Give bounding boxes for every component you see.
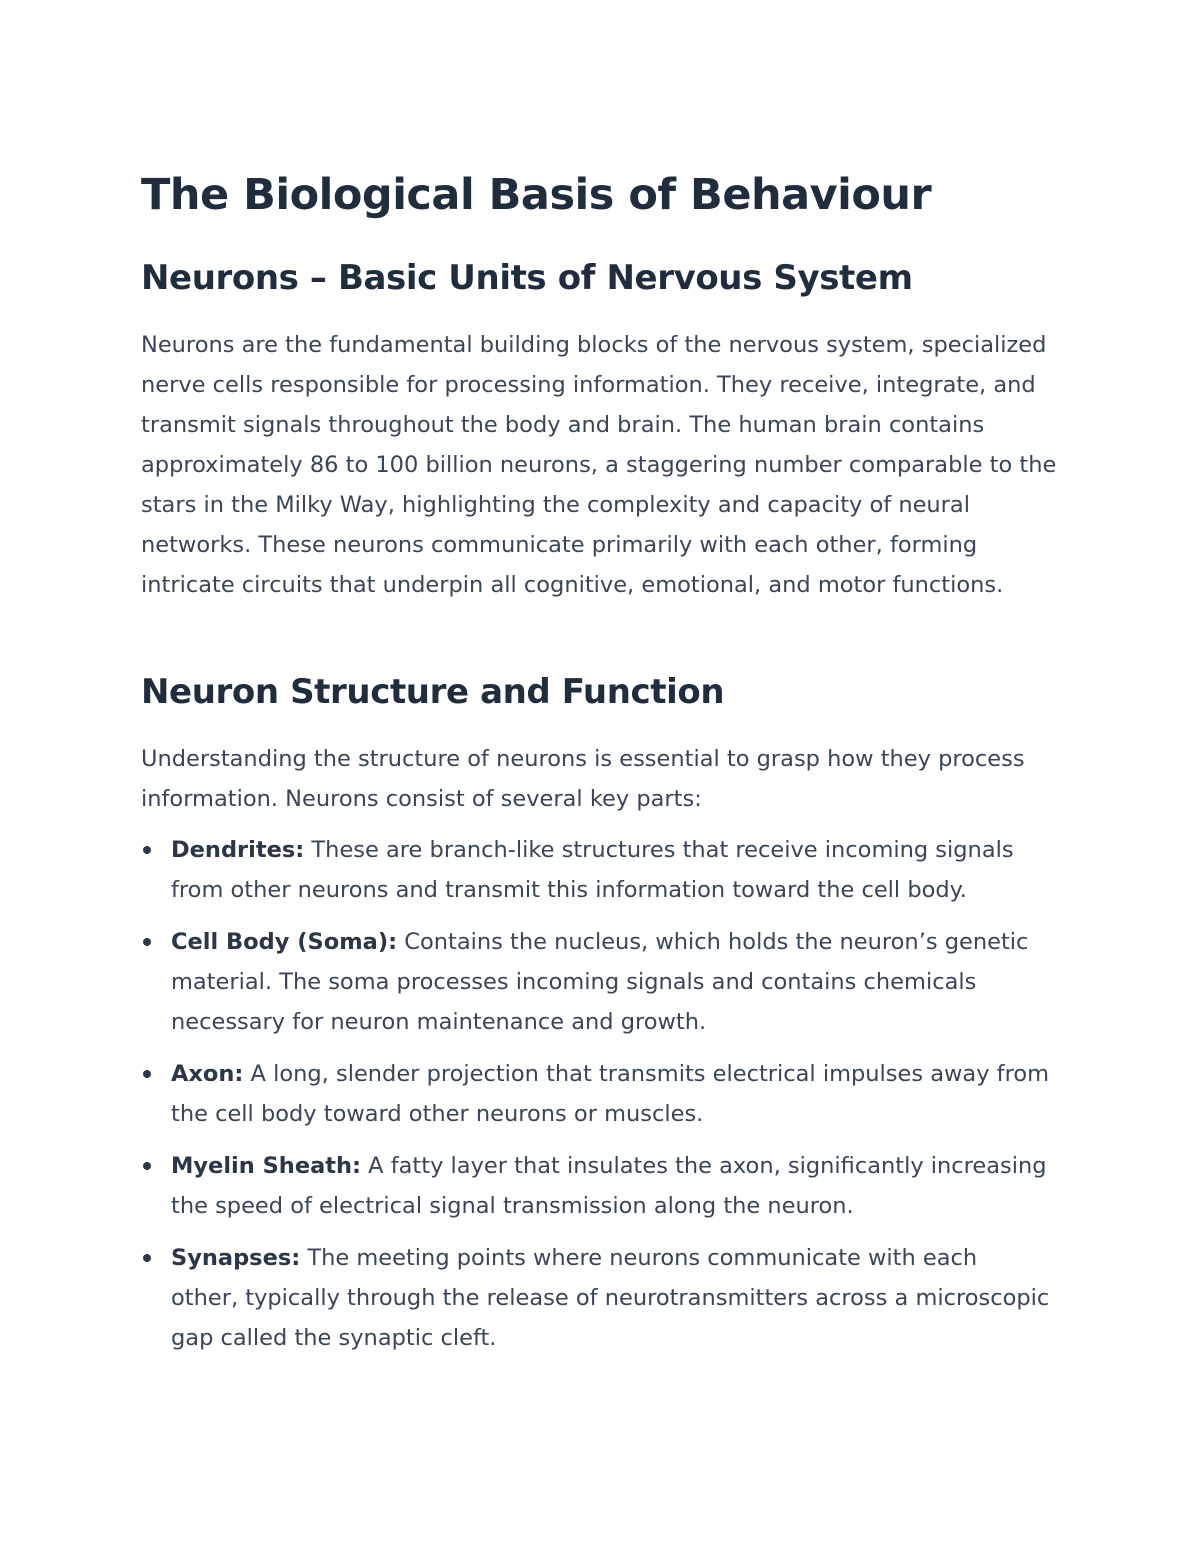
list-item-text: A long, slender projection that transmits electrical impulses away from the cell body toward other neurons or muscles. — [171, 1061, 1050, 1127]
list-item-text: The meeting points where neurons communicate with each other, typically through the release of neurotransmitters across a microscopic gap called the synaptic cleft. — [171, 1245, 1050, 1351]
list-item-term: Synapses: — [171, 1245, 301, 1271]
bullet-icon — [143, 1254, 151, 1262]
list-item-synapses — [141, 1238, 1051, 1358]
section-heading-neurons: Neurons – Basic Units of Nervous System — [141, 258, 913, 298]
structure-intro-paragraph: Understanding the structure of neurons is essential to grasp how they process information. Neurons consist of several key parts: — [141, 746, 1025, 812]
section-heading-structure: Neuron Structure and Function — [141, 672, 725, 712]
neurons-paragraph: Neurons are the fundamental building blocks of the nervous system, specialized nerve cells responsible for processing information. They receive, integrate, and transmit signals throughout the body and brain. The human brain contains approximately 86 to 100 billion neurons, a staggering number comparable to the stars in the Milky Way, highlighting the complexity and capacity of neural networks. These neurons communicate primarily with each other, forming intricate circuits that underpin all cognitive, emotional, and motor functions. — [141, 332, 1057, 598]
bullet-icon — [143, 1162, 151, 1170]
list-item-dendrites — [141, 830, 1051, 910]
list-item-term: Axon: — [171, 1061, 244, 1087]
list-item-text: Contains the nucleus, which holds the neuron’s genetic material. The soma processes incoming signals and contains chemicals necessary for neuron maintenance and growth. — [171, 929, 1029, 1035]
list-item-term: Cell Body (Soma): — [171, 929, 398, 955]
page-title: The Biological Basis of Behaviour — [141, 170, 932, 220]
bullet-icon — [143, 938, 151, 946]
list-item-cell-body — [141, 922, 1051, 1042]
list-item-term: Dendrites: — [171, 837, 305, 863]
neuron-parts-list — [141, 830, 1051, 1370]
list-item-text: A fatty layer that insulates the axon, significantly increasing the speed of electrical signal transmission along the neuron. — [171, 1153, 1047, 1219]
list-item-axon — [141, 1054, 1051, 1134]
list-item-term: Myelin Sheath: — [171, 1153, 362, 1179]
list-item-myelin-sheath — [141, 1146, 1051, 1226]
bullet-icon — [143, 1070, 151, 1078]
list-item-text: These are branch-like structures that receive incoming signals from other neurons and transmit this information toward the cell body. — [171, 837, 1014, 903]
bullet-icon — [143, 846, 151, 854]
